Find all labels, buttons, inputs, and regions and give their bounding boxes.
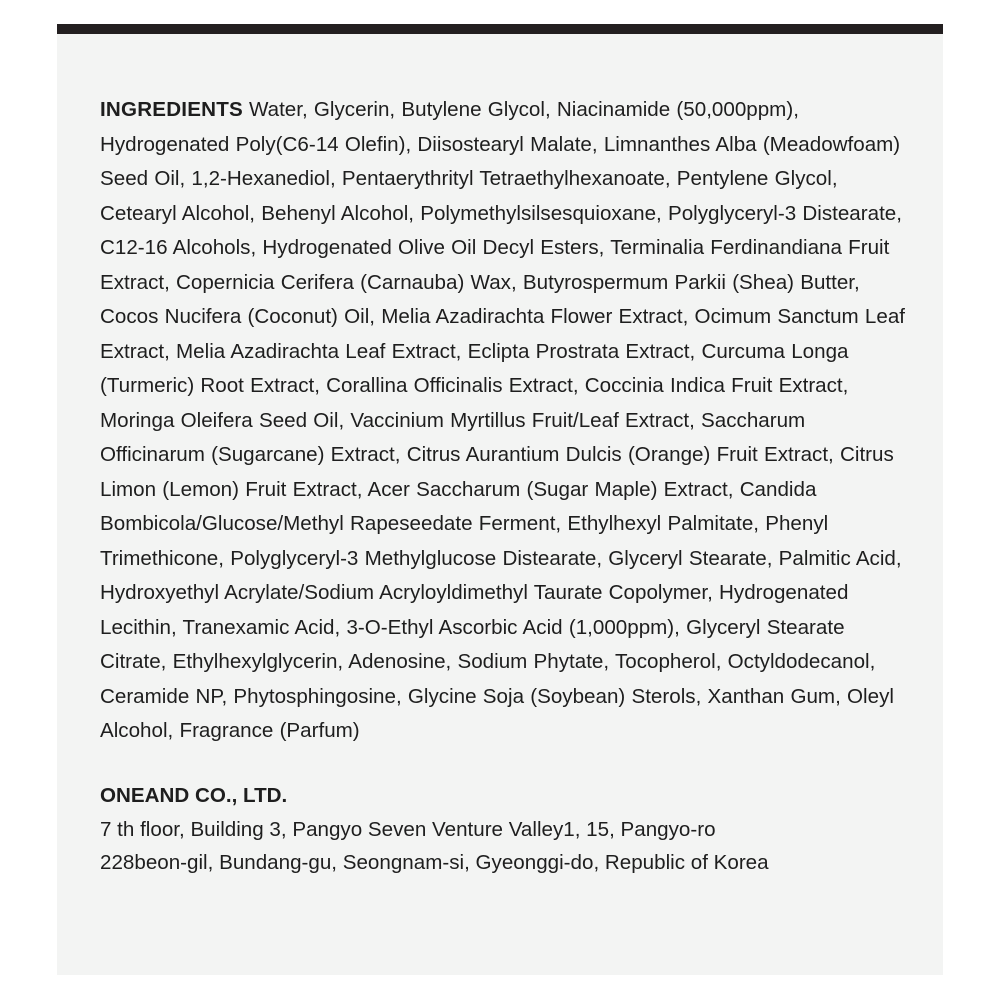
ingredients-list: Water, Glycerin, Butylene Glycol, Niacinamide (50,000ppm), Hydrogenated Poly(C6-14 Olefin), Diisostearyl Malate, Limnanthes Alba (Meadowfoam) Seed Oil, 1,2-Hexanediol, Pentaerythrityl Tetraethylhexanoate, Pentylene Glycol, Cetearyl Alcohol, Behenyl Alcohol, Polymethylsilsesquioxane, Polyglyceryl-3 Distearate, C12-16 Alcohols, Hydrogenated Olive Oil Decyl Esters, Terminalia Ferdinandiana Fruit Extract, Copernicia Cerifera (Carnauba) Wax, Butyrospermum Parkii (Shea) Butter, Cocos Nucifera (Coconut) Oil, Melia Azadirachta Flower Extract, Ocimum Sanctum Leaf Extract, Melia Azadirachta Leaf Extract, Eclipta Prostrata Extract, Curcuma Longa (Turmeric) Root Extract, Corallina Officinalis Extract, Coccinia Indica Fruit Extract, Moringa Oleifera Seed Oil, Vaccinium Myrtillus Fruit/Leaf Extract, Saccharum Officinarum (Sugarcane) Extract, Citrus Aurantium Dulcis (Orange) Fruit Extract, Citrus Limon (Lemon) Fruit Extract, Acer Saccharum (Sugar Maple) Extract, Candida Bombicola/Glucose/Methyl Rapeseedate Ferment, Ethylhexyl Palmitate, Phenyl Trimethicone, Polyglyceryl-3 Methylglucose Distearate, Glyceryl Stearate, Palmitic Acid, Hydroxyethyl Acrylate/Sodium Acryloyldimethyl Taurate Copolymer, Hydrogenated Lecithin, Tranexamic Acid, 3-O-Ethyl Ascorbic Acid (1,000ppm), Glyceryl Stearate Citrate, Ethylhexylglycerin, Adenosine, Sodium Phytate, Tocopherol, Octyldodecanol, Ceramide NP, Phytosphingosine, Glycine Soja (Soybean) Sterols, Xanthan Gum, Oleyl Alcohol, Fragrance (Parfum) [100,98,906,742]
company-block [100,779,912,880]
company-name: ONEAND CO., LTD. [100,783,288,807]
label-content [100,93,912,880]
company-address-line-1: 7 th floor, Building 3, Pangyo Seven Venture Valley1, 15, Pangyo-ro [100,817,716,841]
ingredients-heading: INGREDIENTS [100,98,243,121]
ingredients-paragraph [100,93,912,749]
company-address-line-2: 228beon-gil, Bundang-gu, Seongnam-si, Gyeonggi-do, Republic of Korea [100,851,769,874]
top-dark-band [57,24,943,34]
